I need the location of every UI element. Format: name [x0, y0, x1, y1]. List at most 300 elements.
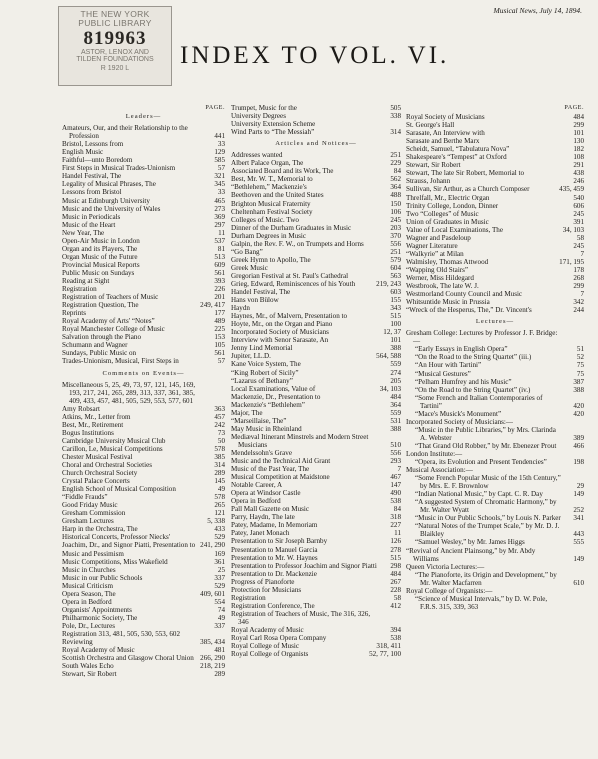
index-entry [406, 571, 584, 587]
index-entry [62, 357, 225, 365]
entry-page-number: 555 [573, 538, 584, 547]
index-entry [62, 156, 225, 164]
index-entry [231, 546, 401, 554]
entry-page-number: 457 [214, 412, 225, 421]
entry-title: Music Competitions, Miss Wakefield [62, 557, 168, 566]
entry-title: Strauss, Johann [406, 177, 451, 186]
index-entry [62, 333, 225, 341]
index-entry [231, 248, 401, 256]
entry-page-number: 561 [214, 268, 225, 277]
entry-title: “Samuel Wesley,” by Mr. James Higgs [415, 538, 525, 547]
entry-page-number: 610 [573, 578, 584, 587]
index-entry [231, 256, 401, 264]
entry-title: May Music in Rheinland [231, 424, 302, 433]
index-entry [62, 493, 225, 501]
entry-title: Trumpet, Music for the [231, 104, 297, 112]
entry-title: Jenny Lind Memorial [231, 344, 293, 353]
entry-title: Westbrook, The late W. J. [406, 282, 479, 291]
entry-title: Handel Festival, The [231, 288, 291, 297]
entry-title: Music and the University of Wales [62, 204, 161, 213]
entry-title: Amy Robsart [62, 404, 101, 413]
entry-title: Philharmonic Society, The [62, 613, 138, 622]
entry-page-number: 540 [573, 193, 584, 202]
entry-title: Music of the Past Year, The [231, 465, 310, 474]
index-entry [62, 614, 225, 622]
entry-title: Trinity College, London, Dinner [406, 201, 499, 210]
entry-page-number: 84 [393, 167, 401, 176]
entry-title: “An Hour with Tartini” [415, 361, 482, 370]
entry-page-number: 345 [214, 180, 225, 189]
index-entry [62, 221, 225, 229]
entry-title: Music in Churches [62, 565, 116, 574]
index-entry [231, 473, 401, 481]
entry-title: Shakespeare's “Tempest” at Oxford [406, 153, 507, 162]
entry-title: Registration of Teachers of Music [62, 293, 159, 302]
index-entry [231, 120, 401, 128]
index-entry [231, 208, 401, 216]
entry-title: Organ and its Players, The [62, 244, 138, 253]
index-entry [406, 242, 584, 250]
index-entry [406, 282, 584, 290]
entry-title: First Steps in Musical Trades-Unionism [62, 164, 176, 173]
entry-title: Crystal Palace Concerts [62, 477, 130, 486]
index-entry [62, 461, 225, 469]
entry-title: Presentation to Mr. W. Haynes [231, 553, 318, 562]
entry-page-number: 394 [390, 626, 401, 634]
entry-page-number: 245 [390, 215, 401, 224]
entry-page-number: 388 [573, 385, 584, 394]
index-entry [406, 210, 584, 218]
entry-title: “Science of Musical Intervals,” by D. W. Pole, F.R.S. 315, 339, 363 [415, 594, 548, 611]
index-entry [406, 129, 584, 137]
index-column-3 [406, 104, 584, 611]
index-entry [62, 582, 225, 590]
entry-page-number: 226 [214, 285, 225, 294]
entry-page-number: 318, 411 [376, 642, 401, 651]
index-entry [231, 272, 401, 280]
index-entry [62, 421, 225, 429]
entry-title: Royal College of Music [231, 642, 299, 651]
entry-page-number: 370 [390, 231, 401, 240]
entry-title: Scottish Orchestra and Glasgow Choral Union [62, 654, 194, 663]
entry-page-number: 101 [573, 129, 584, 138]
stamp-line-1: THE NEW YORK [80, 9, 150, 19]
entry-title: Salvation through the Piano [62, 333, 142, 342]
index-entry [62, 606, 225, 614]
entry-page-number: 579 [390, 255, 401, 264]
index-entry [62, 477, 225, 485]
entry-title: “Revival of Ancient Plainsong,” by Mr. Abdy Williams [406, 546, 536, 563]
entry-title: “Marseillaise, The” [231, 416, 287, 425]
entry-title: Music and the Technical Aid Grant [231, 457, 331, 466]
section-heading: Lectures— [475, 318, 515, 326]
entry-page-number: 7 [397, 465, 401, 474]
index-entry [62, 541, 225, 549]
entry-title: Protection for Musicians [231, 585, 302, 594]
entry-page-number: 361 [214, 557, 225, 566]
index-entry [406, 595, 584, 611]
entry-title: Pall Mall Gazette on Music [231, 505, 310, 514]
entry-title: Scheidt, Samuel, “Tabulatura Nova” [406, 145, 510, 154]
index-entry [406, 538, 584, 546]
entry-page-number: 153 [214, 333, 225, 342]
entry-title: Mackenzie's “Bethlehem” [231, 400, 305, 409]
index-entry [231, 288, 401, 296]
index-entry [231, 513, 401, 521]
entry-title: Pole, Dr., Lectures [62, 621, 115, 630]
column-3-top-entries [406, 113, 584, 314]
index-entry [231, 529, 401, 537]
entry-title: Reviewing [62, 638, 93, 647]
entry-page-number: 343 [390, 304, 401, 313]
entry-title: Legality of Musical Phrases, The [62, 180, 156, 189]
entry-title: Chester Musical Festival [62, 452, 133, 461]
entry-page-number: 73 [217, 428, 225, 437]
index-entry [231, 304, 401, 312]
entry-title: Royal College of Organists:— [406, 586, 493, 595]
entry-page-number: 585 [214, 156, 225, 165]
entry-title: Opera in Bedford [62, 597, 112, 606]
entry-title: Provincial Musical Reports [62, 260, 140, 269]
index-entry [62, 341, 225, 349]
index-entry [62, 566, 225, 574]
entry-title: Musical Association:— [406, 466, 473, 475]
entry-title: Stewart, Sir Robert [62, 670, 117, 679]
index-entry [406, 370, 584, 378]
entry-page-number: 578 [214, 493, 225, 502]
entry-page-number: 126 [390, 537, 401, 546]
entry-page-number: 420 [573, 401, 584, 410]
entry-title: English Music [62, 148, 104, 157]
entry-title: “Mace's Musick's Monument” [415, 409, 502, 418]
index-entry [62, 630, 225, 638]
index-entry [406, 298, 584, 306]
entry-page-number: 266, 290 [200, 654, 225, 663]
entry-title: Major, The [231, 408, 263, 417]
index-entry [62, 325, 225, 333]
index-entry [62, 180, 225, 188]
entry-title: Union of Graduates in Music [406, 217, 489, 226]
index-entry [62, 124, 225, 140]
entry-page-number: 412 [390, 601, 401, 610]
entry-title: Patey, Janet Monach [231, 529, 290, 538]
entry-title: Historical Concerts, Professor Niecks' [62, 533, 171, 542]
entry-title: Queen Victoria Lectures:— [406, 562, 485, 571]
index-entry [406, 266, 584, 274]
entry-page-number: 242 [214, 420, 225, 429]
index-entry [406, 185, 584, 193]
index-entry [62, 261, 225, 269]
index-entry [231, 224, 401, 232]
index-entry [231, 200, 401, 208]
entry-page-number: 559 [390, 360, 401, 369]
index-entry [406, 418, 584, 426]
index-entry [406, 426, 584, 442]
index-entry [406, 386, 584, 394]
index-entry [406, 274, 584, 282]
entry-title: Kane Voice System, The [231, 360, 301, 369]
entry-title: “On the Road to the String Quartet” (iii.) [415, 353, 532, 362]
entry-title: “Music in Our Public Schools,” by Louis N. Parker [415, 514, 561, 523]
entry-page-number: 603 [390, 288, 401, 297]
index-entry [231, 216, 401, 224]
entry-page-number: 52 [576, 353, 584, 362]
entry-title: University Extension Scheme [231, 120, 316, 129]
index-entry [231, 175, 401, 183]
entry-page-number: 198 [573, 458, 584, 467]
entry-title: Haynes, Mr., of Malvern, Presentation to [231, 312, 348, 321]
entry-title: Associated Board and its Work, The [231, 167, 334, 176]
index-entry [406, 458, 584, 466]
index-entry [231, 586, 401, 594]
index-entry [62, 670, 225, 678]
entry-title: Registration Question, The [62, 301, 139, 310]
entry-page-number: 178 [573, 265, 584, 274]
entry-page-number: 11 [394, 529, 401, 538]
index-entry [406, 290, 584, 298]
entry-title: Lessons from Bristol [62, 188, 122, 197]
index-entry [406, 450, 584, 458]
index-entry [406, 169, 584, 177]
entry-title: Werner, Miss Hildegard [406, 273, 474, 282]
entry-page-number: 299 [573, 121, 584, 130]
index-entry [406, 345, 584, 353]
entry-page-number: 278 [390, 545, 401, 554]
entry-title: Wagner and Pasdeloup [406, 233, 471, 242]
entry-title: Galpin, the Rev. F. W., on Trumpets and Horns [231, 239, 364, 248]
entry-page-number: 391 [573, 217, 584, 226]
entry-page-number: 489 [214, 317, 225, 326]
index-entry [62, 662, 225, 670]
entry-page-number: 293 [390, 457, 401, 466]
entry-title: Sullivan, Sir Arthur, as a Church Composer [406, 185, 530, 194]
index-entry [231, 280, 401, 288]
index-entry [406, 145, 584, 153]
entry-title: “That Grand Old Robber,” by Mr. Ebenezer Prout [415, 441, 557, 450]
index-entry [231, 626, 401, 634]
index-entry [406, 329, 584, 345]
entry-title: Albert Palace Organ, The [231, 159, 304, 168]
entry-page-number: 205 [390, 376, 401, 385]
index-entry [62, 590, 225, 598]
stamp-line-2: PUBLIC LIBRARY [78, 17, 152, 28]
index-entry [406, 218, 584, 226]
entry-title: “Musical Gestures” [415, 369, 471, 378]
entry-title: “Fiddle Frauds” [62, 493, 108, 502]
index-entry [406, 234, 584, 242]
entry-title: “On the Road to the String Quartet” (iv.) [415, 385, 531, 394]
entry-title: Registration [62, 285, 97, 294]
entry-title: “Lazarus of Bethany” [231, 376, 293, 385]
entry-title: Grieg, Edward, Reminiscences of his Youth [231, 279, 356, 288]
entry-title: “Natural Notes of the Trumpet Scale,” by Mr. D. J. Blaikley [415, 522, 560, 539]
entry-page-number: 538 [390, 497, 401, 506]
entry-title: Colleges of Music. Two [231, 215, 299, 224]
index-entry [231, 457, 401, 465]
entry-title: Organists' Appointments [62, 605, 132, 614]
entry-page-number: 228 [390, 585, 401, 594]
stamp-line-4: ASTOR, LENOX AND [81, 48, 149, 56]
index-entry [62, 309, 225, 317]
index-entry [231, 537, 401, 545]
entry-page-number: 364 [390, 400, 401, 409]
entry-title: Amateurs, Our, and their Relationship to the Profession [62, 124, 188, 141]
entry-page-number: 363 [214, 404, 225, 413]
entry-title: Open-Air Music in London [62, 236, 140, 245]
index-entry [231, 417, 401, 425]
entry-page-number: 484 [390, 392, 401, 401]
index-entry [231, 594, 401, 602]
entry-title: Presentation to Dr. Mackenzie [231, 569, 317, 578]
index-entry [62, 172, 225, 180]
entry-page-number: 11 [218, 228, 225, 237]
entry-title: Walmisley, Thomas Attwood [406, 257, 489, 266]
entry-page-number: 105 [214, 341, 225, 350]
index-entry [62, 237, 225, 245]
column-1-sections [62, 113, 225, 678]
stamp-line-5: TILDEN FOUNDATIONS [76, 56, 154, 64]
entry-page-number: 12, 37 [383, 328, 401, 337]
entry-title: Value of Local Examinations, The [406, 225, 503, 234]
entry-page-number: 388 [390, 424, 401, 433]
section-heading: Comments on Events— [102, 369, 185, 377]
entry-page-number: 203 [390, 223, 401, 232]
entry-page-number: 529 [214, 581, 225, 590]
index-entry [231, 505, 401, 513]
index-entry [406, 547, 584, 563]
entry-title: Incorporated Society of Musicians [231, 328, 329, 337]
entry-page-number: 515 [390, 553, 401, 562]
index-entry [62, 622, 225, 630]
index-entry [231, 497, 401, 505]
entry-page-number: 297 [214, 220, 225, 229]
index-entry [406, 587, 584, 595]
entry-page-number: 245 [573, 241, 584, 250]
index-entry [231, 151, 401, 159]
index-entry [62, 469, 225, 477]
index-entry [231, 570, 401, 578]
index-entry [231, 112, 401, 120]
entry-page-number: 244 [573, 306, 584, 315]
index-entry [231, 360, 401, 368]
index-entry [406, 466, 584, 474]
entry-page-number: 604 [390, 263, 401, 272]
index-entry [62, 485, 225, 493]
index-entry [231, 128, 401, 136]
index-entry [406, 522, 584, 538]
entry-title: Music in our Public Schools [62, 573, 143, 582]
entry-title: Westmorland County Council and Music [406, 290, 523, 299]
entry-title: Patey, Madame, In Memoriam [231, 521, 318, 530]
entry-title: Mediæval Itinerant Minstrels and Modern Street Musicians [231, 432, 369, 449]
entry-page-number: 100 [390, 320, 401, 329]
entry-page-number: 149 [573, 490, 584, 499]
entry-page-number: 84 [393, 505, 401, 514]
index-entry [406, 258, 584, 266]
index-entry [62, 405, 225, 413]
entry-title: “Wreck of the Hesperus, The,” Dr. Vincent's [406, 306, 532, 315]
index-entry [231, 377, 401, 385]
entry-title: Best, Mr. W. T., Memorial to [231, 175, 313, 184]
entry-page-number: 171, 195 [559, 257, 584, 266]
entry-page-number: 265 [214, 501, 225, 510]
entry-page-number: 510 [390, 440, 401, 449]
entry-page-number: 182 [573, 145, 584, 154]
entry-page-number: 251 [390, 151, 401, 160]
index-entry [406, 113, 584, 121]
index-entry [406, 394, 584, 410]
entry-title: Jupiter, LL.D. [231, 352, 271, 361]
index-entry [406, 514, 584, 522]
index-entry [62, 646, 225, 654]
index-entry [62, 598, 225, 606]
entry-title: Wagner Literature [406, 241, 458, 250]
index-entry [406, 137, 584, 145]
entry-page-number: 147 [390, 481, 401, 490]
entry-title: Music at Edinburgh University [62, 196, 150, 205]
index-entry [231, 336, 401, 344]
entry-page-number: 106 [390, 207, 401, 216]
entry-page-number: 58 [393, 593, 401, 602]
entry-title: Stewart, The late Sir Robert, Memorial to [406, 169, 525, 178]
index-entry [231, 562, 401, 570]
page-title: INDEX TO VOL. VI. [180, 42, 450, 69]
entry-page-number: 274 [390, 368, 401, 377]
entry-title: Trades-Unionism, Musical, First Steps in [62, 357, 179, 366]
entry-title: Royal Academy of Music [62, 646, 135, 655]
index-entry [231, 650, 401, 658]
entry-page-number: 342 [573, 298, 584, 307]
index-entry [62, 197, 225, 205]
entry-page-number: 561 [214, 349, 225, 358]
entry-title: Choral and Orchestral Societies [62, 461, 153, 470]
index-entry [231, 344, 401, 352]
stamp-line-6: R 1920 L [100, 65, 130, 73]
entry-title: Harp in the Orchestra, The [62, 525, 138, 534]
index-entry [231, 642, 401, 650]
index-entry [231, 602, 401, 610]
index-entry [231, 191, 401, 199]
entry-title: “Pelham Humfrey and his Music” [415, 377, 512, 386]
index-entry [406, 177, 584, 185]
entry-page-number: 385, 434 [200, 638, 225, 647]
index-entry [62, 349, 225, 357]
index-entry [406, 121, 584, 129]
entry-page-number: 75 [576, 369, 584, 378]
entry-title: Church Orchestral Society [62, 469, 138, 478]
entry-title: Bogus Institutions [62, 428, 114, 437]
entry-page-number: 481 [214, 646, 225, 655]
entry-title: Interview with Senor Sarasate, An [231, 336, 329, 345]
entry-page-number: 81 [217, 244, 225, 253]
entry-page-number: 314 [390, 128, 401, 137]
running-head: Musical News, July 14, 1894. [493, 6, 582, 15]
entry-page-number: 57 [217, 357, 225, 366]
entry-page-number: 467 [390, 473, 401, 482]
column-3-sections [406, 318, 584, 611]
index-entry [406, 378, 584, 386]
index-entry [231, 232, 401, 240]
entry-page-number: 289 [214, 469, 225, 478]
entry-title: Handel Festival, The [62, 172, 122, 181]
index-entry [62, 229, 225, 237]
entry-page-number: 218, 219 [200, 662, 225, 671]
entry-title: Opera Season, The [62, 589, 116, 598]
entry-title: Schumann and Wagner [62, 341, 128, 350]
entry-page-number: 513 [214, 252, 225, 261]
entry-title: Parry, Haydn, The late [231, 513, 295, 522]
entry-page-number: 298 [390, 561, 401, 570]
